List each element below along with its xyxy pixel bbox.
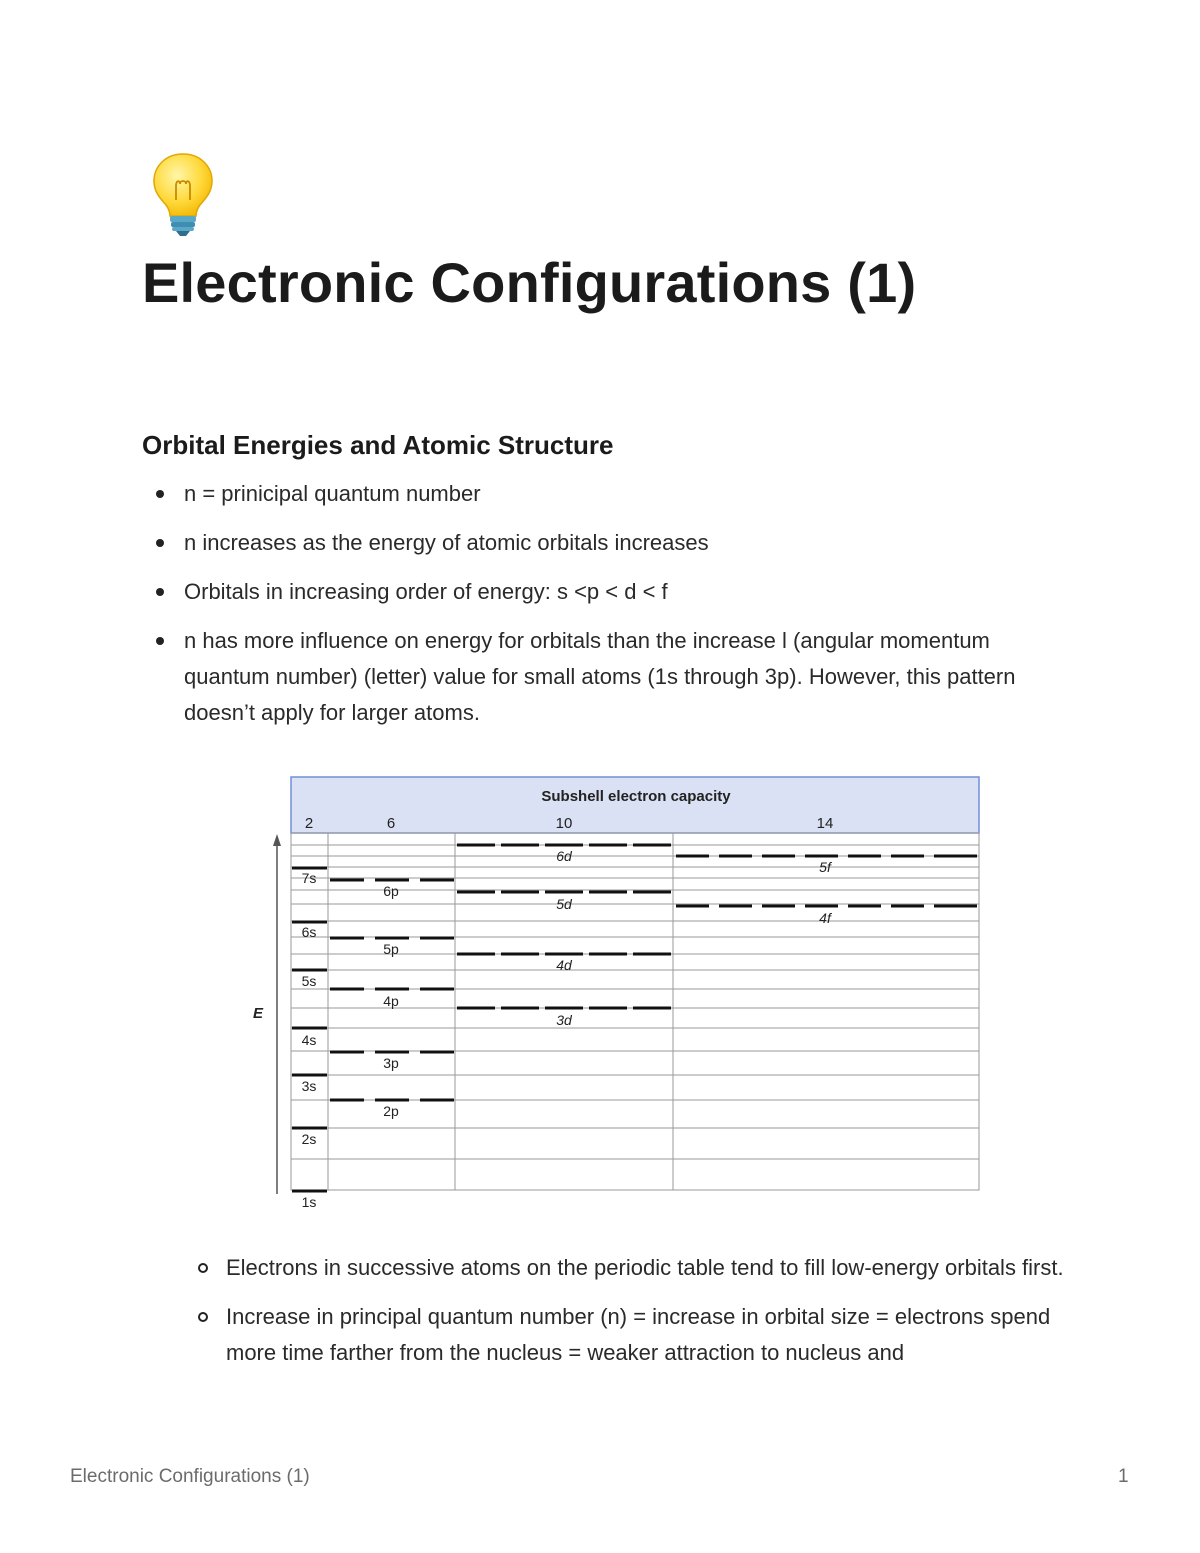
orbital-label-4f: 4f xyxy=(819,910,831,926)
d-levels xyxy=(457,845,671,1008)
orbital-label-3d: 3d xyxy=(556,1012,572,1028)
capacity-label-d: 10 xyxy=(555,815,573,832)
sub-bullet-list xyxy=(186,1250,1066,1384)
orbital-label-5d: 5d xyxy=(556,896,572,912)
orbital-label-4s: 4s xyxy=(301,1032,317,1048)
capacity-label-f: 14 xyxy=(816,815,834,832)
bullet-item: n increases as the energy of atomic orbitals increases xyxy=(142,525,1072,561)
orbital-label-4d: 4d xyxy=(556,957,572,973)
orbital-label-2s: 2s xyxy=(301,1131,317,1147)
diagram-header-title: Subshell electron capacity xyxy=(541,788,731,805)
capacity-label-p: 6 xyxy=(386,815,396,832)
orbital-label-2p: 2p xyxy=(383,1103,399,1119)
energy-axis-arrow-icon xyxy=(273,834,281,846)
orbital-label-6d: 6d xyxy=(556,848,572,864)
footer-doc-title: Electronic Configurations (1) xyxy=(70,1466,310,1487)
sub-bullet-item: Increase in principal quantum number (n) = increase in orbital size = electrons spend more time farther from the nucleus = weaker attraction to nucleus and xyxy=(186,1299,1066,1371)
bullet-item: n = prinicipal quantum number xyxy=(142,476,1072,512)
footer-page-number: 1 xyxy=(1118,1466,1129,1487)
orbital-label-5f: 5f xyxy=(819,859,831,875)
orbital-label-4p: 4p xyxy=(383,993,399,1009)
section-heading: Orbital Energies and Atomic Structure xyxy=(142,430,614,460)
orbital-label-7s: 7s xyxy=(301,870,317,886)
bullet-item: Orbitals in increasing order of energy: s <p < d < f xyxy=(142,574,1072,610)
orbital-label-6p: 6p xyxy=(383,883,399,899)
page-title: Electronic Configurations (1) xyxy=(142,251,917,314)
orbital-label-5p: 5p xyxy=(383,941,399,957)
energy-axis-label: E xyxy=(252,1005,264,1022)
bullet-item: n has more influence on energy for orbitals than the increase l (angular momentum quantum number) (letter) value for small atoms (1s through 3p). However, this pattern doesn’t apply for larger atoms. xyxy=(142,623,1072,731)
bullet-list xyxy=(142,476,1072,744)
orbital-label-5s: 5s xyxy=(301,973,317,989)
orbital-energy-diagram xyxy=(240,770,990,1220)
capacity-label-s: 2 xyxy=(304,815,314,832)
orbital-label-1s: 1s xyxy=(301,1194,317,1210)
orbital-label-6s: 6s xyxy=(301,924,317,940)
orbital-label-3p: 3p xyxy=(383,1055,399,1071)
sub-bullet-item: Electrons in successive atoms on the periodic table tend to fill low-energy orbitals first. xyxy=(186,1250,1066,1286)
light-bulb-icon xyxy=(150,150,216,236)
orbital-label-3s: 3s xyxy=(301,1078,317,1094)
